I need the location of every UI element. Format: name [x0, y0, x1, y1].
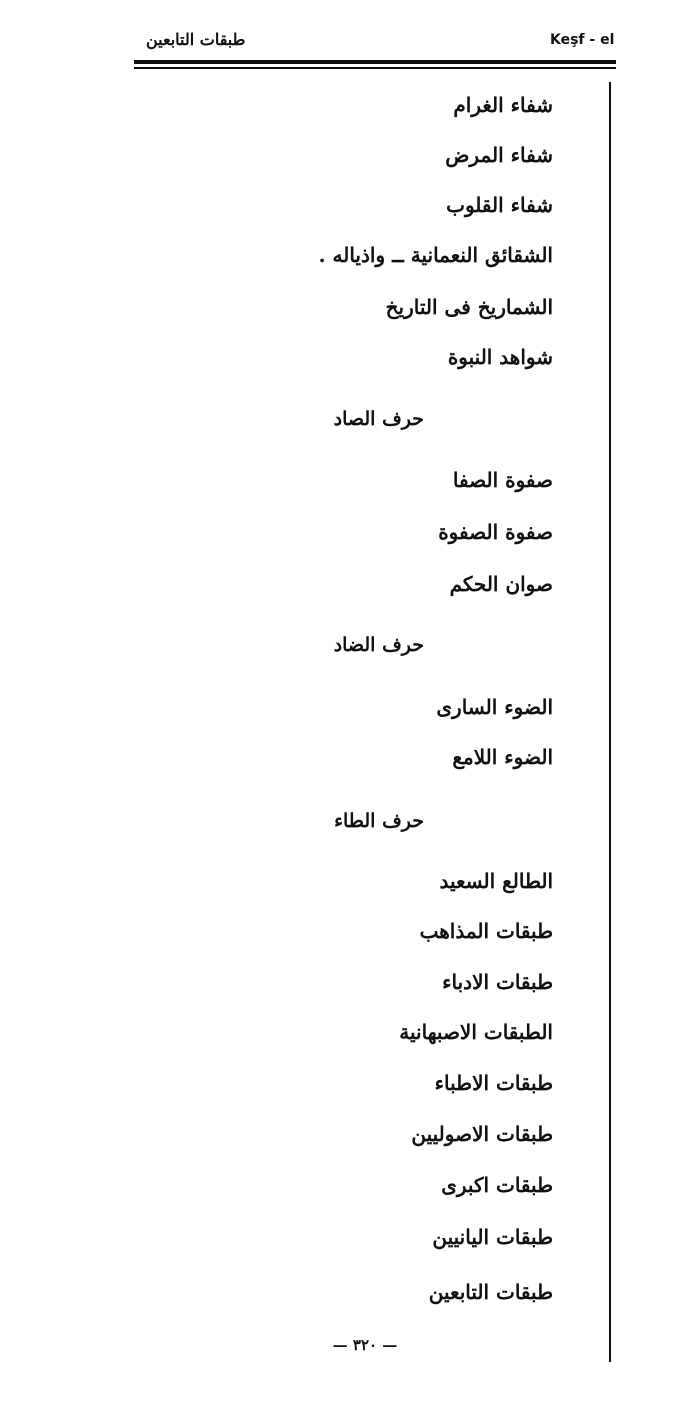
header-rule-thin — [134, 67, 616, 69]
list-entry: شفاء الغرام — [453, 93, 553, 117]
margin-rule — [609, 82, 611, 1362]
list-entry: الشماريخ فى التاريخ — [385, 295, 553, 319]
section-heading: حرف الضاد — [333, 634, 424, 656]
list-entry: شفاء المرض — [445, 143, 553, 167]
section-heading: حرف الصاد — [333, 408, 424, 430]
list-entry: صوان الحكم — [449, 572, 553, 596]
list-entry: الطالع السعيد — [439, 869, 553, 893]
list-entry: الضوء السارى — [436, 695, 553, 719]
list-entry: صفوة الصفا — [452, 468, 553, 492]
list-entry: طبقات الاصوليين — [411, 1122, 553, 1146]
list-entry: الشقائق النعمانية ــ واذياله . — [318, 243, 553, 267]
list-entry: طبقات الاطباء — [434, 1071, 553, 1095]
list-entry: صفوة الصفوة — [438, 520, 553, 544]
running-header-book-title: Keşf - el — [550, 32, 615, 48]
list-entry: الضوء اللامع — [452, 745, 553, 769]
list-entry: شفاء القلوب — [446, 193, 553, 217]
header-rule-thick — [134, 60, 616, 64]
list-entry: طبقات التابعين — [428, 1280, 553, 1304]
list-entry: شواهد النبوة — [447, 345, 553, 369]
list-entry: طبقات الادباء — [442, 970, 553, 994]
running-header-title: طبقات التابعين — [146, 30, 246, 49]
list-entry: طبقات اليانيين — [432, 1225, 553, 1249]
list-entry: طبقات اكبرى — [441, 1173, 553, 1197]
page-number: — ٣٢٠ — — [332, 1336, 398, 1354]
list-entry: الطبقات الاصبهانية — [399, 1020, 553, 1044]
section-heading: حرف الطاء — [334, 810, 424, 832]
list-entry: طبقات المذاهب — [419, 919, 553, 943]
